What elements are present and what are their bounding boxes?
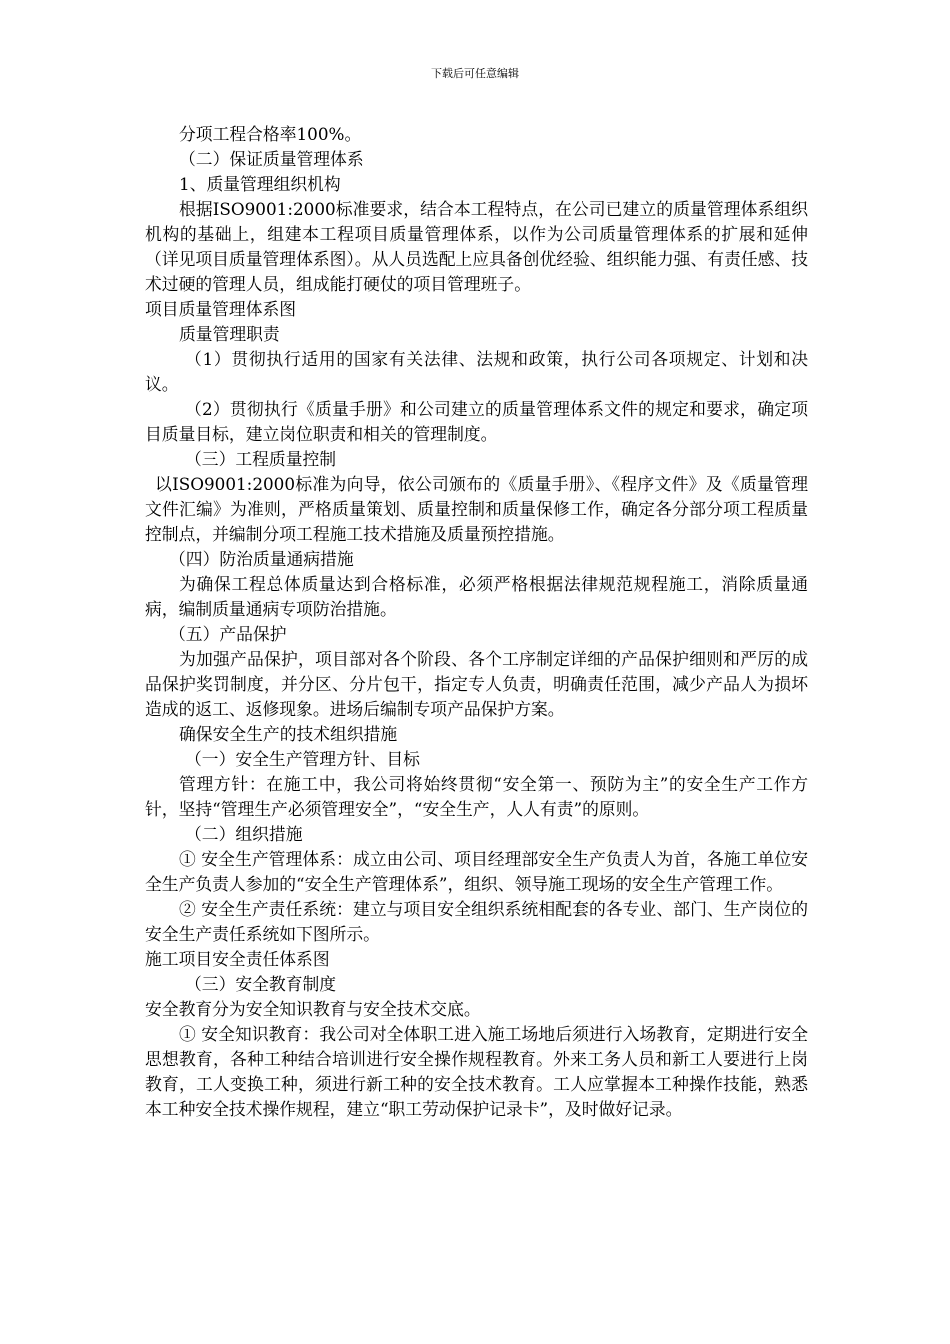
document-body bbox=[145, 122, 808, 1122]
paragraph: （五）产品保护 bbox=[169, 624, 287, 644]
paragraph: ① 安全生产管理体系：成立由公司、项目经理部安全生产负责人为首，各施工单位安全生产负责人参加的“安全生产管理体系”，组织、领导施工现场的安全生产管理工作。 bbox=[145, 849, 808, 894]
page-header: 下载后可任意编辑 bbox=[431, 67, 519, 80]
paragraph: 确保安全生产的技术组织措施 bbox=[179, 724, 398, 744]
paragraph: 施工项目安全责任体系图 bbox=[145, 949, 330, 969]
paragraph: （三）安全教育制度 bbox=[185, 974, 337, 994]
paragraph: （四）防治质量通病措施 bbox=[169, 549, 354, 569]
paragraph: （三）工程质量控制 bbox=[185, 449, 337, 469]
paragraph: 项目质量管理体系图 bbox=[145, 299, 297, 319]
paragraph: 安全教育分为安全知识教育与安全技术交底。 bbox=[145, 999, 481, 1019]
paragraph: 以ISO9001:2000标准为向导，依公司颁布的《质量手册》、《程序文件》及《质量管理文件汇编》为准则，严格质量策划、质量控制和质量保修工作，确定各分部分项工程质量控制点，并编制分项工程施工技术措施及质量预控措施。 bbox=[145, 474, 808, 544]
paragraph: （一）安全生产管理方针、目标 bbox=[185, 749, 420, 769]
paragraph: （2）贯彻执行《质量手册》和公司建立的质量管理体系文件的规定和要求，确定项目质量目标，建立岗位职责和相关的管理制度。 bbox=[145, 399, 808, 444]
paragraph: （二）保证质量管理体系 bbox=[179, 149, 364, 169]
paragraph: （1）贯彻执行适用的国家有关法律、法规和政策，执行公司各项规定、计划和决议。 bbox=[145, 349, 808, 394]
paragraph: 1、质量管理组织机构 bbox=[179, 174, 341, 194]
paragraph: 管理方针：在施工中，我公司将始终贯彻“安全第一、预防为主”的安全生产工作方针，坚持“管理生产必须管理安全”，“安全生产，人人有责”的原则。 bbox=[145, 774, 808, 819]
paragraph: （二）组织措施 bbox=[185, 824, 303, 844]
paragraph: 为确保工程总体质量达到合格标准，必须严格根据法律规范规程施工，消除质量通病，编制质量通病专项防治措施。 bbox=[145, 574, 808, 619]
paragraph: ① 安全知识教育：我公司对全体职工进入施工场地后须进行入场教育，定期进行安全思想教育，各种工种结合培训进行安全操作规程教育。外来工务人员和新工人要进行上岗教育，工人变换工种，须进行新工种的安全技术教育。工人应掌握本工种操作技能，熟悉本工种安全技术操作规程，建立“职工劳动保护记录卡”，及时做好记录。 bbox=[145, 1024, 808, 1119]
paragraph: 根据ISO9001:2000标准要求，结合本工程特点，在公司已建立的质量管理体系组织机构的基础上，组建本工程项目质量管理体系，以作为公司质量管理体系的扩展和延伸（详见项目质量管理体系图）。从人员选配上应具备创优经验、组织能力强、有责任感、技术过硬的管理人员，组成能打硬仗的项目管理班子。 bbox=[145, 199, 808, 294]
paragraph: 质量管理职责 bbox=[179, 324, 280, 344]
paragraph: 分项工程合格率100%。 bbox=[179, 124, 362, 144]
paragraph: 为加强产品保护，项目部对各个阶段、各个工序制定详细的产品保护细则和严厉的成品保护奖罚制度，并分区、分片包干，指定专人负责，明确责任范围，减少产品人为损坏造成的返工、返修现象。进场后编制专项产品保护方案。 bbox=[145, 649, 808, 719]
paragraph: ② 安全生产责任系统：建立与项目安全组织系统相配套的各专业、部门、生产岗位的安全生产责任系统如下图所示。 bbox=[145, 899, 808, 944]
